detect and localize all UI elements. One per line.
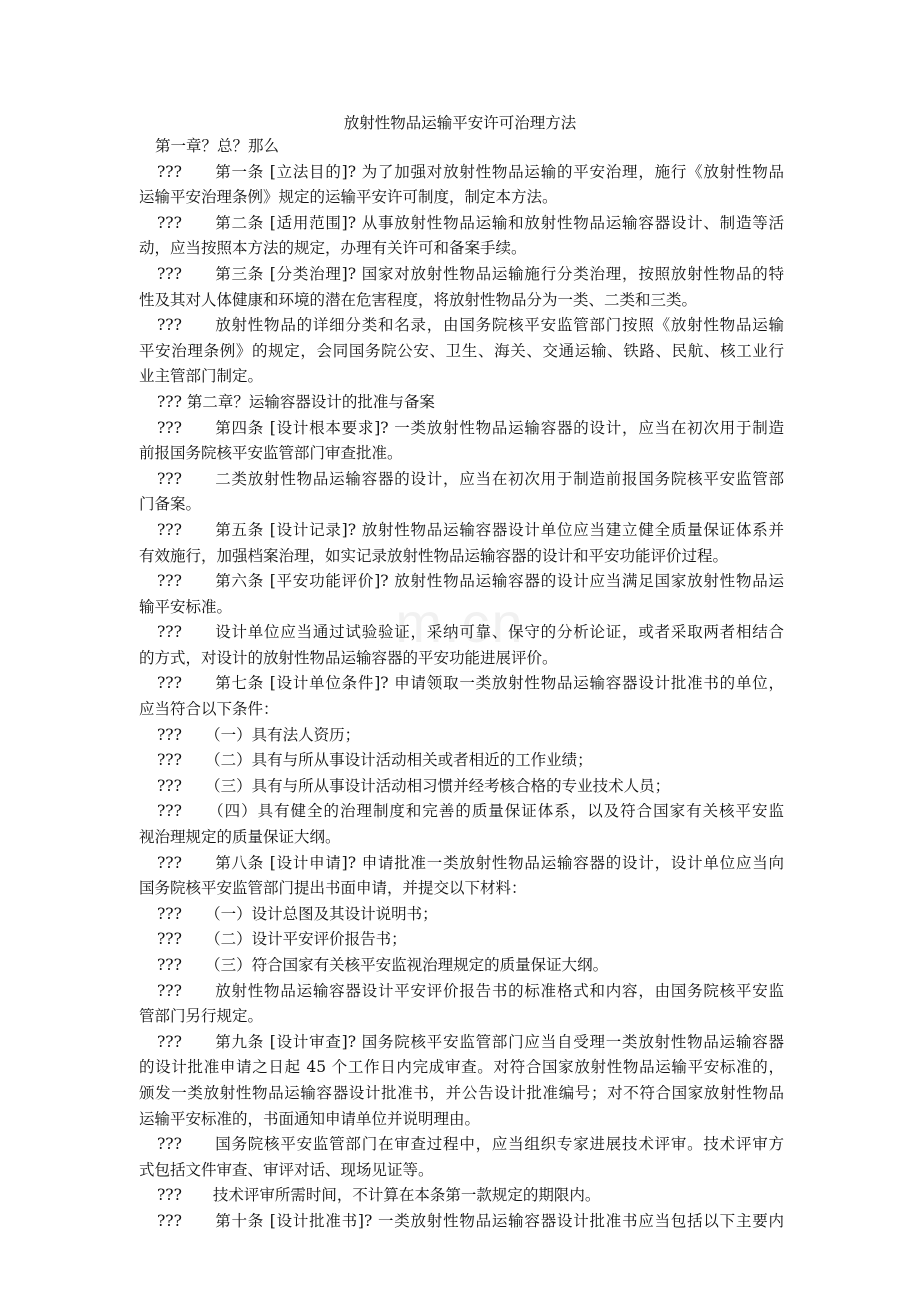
text-line: 第一章？总？那么 — [155, 137, 280, 155]
text-line: ??? 技术评审所需时间，不计算在本条第一款规定的期限内。 — [157, 1186, 601, 1205]
text-line: ??? 第二章？运输容器设计的批准与备案 — [157, 392, 435, 411]
text-line: 视治理规定的质量保证大纲。 — [139, 828, 341, 847]
watermark: m.cn — [395, 591, 525, 654]
text-line: ??? 第八条 [设计申请]? 申请批准一类放射性物品运输容器的设计，设计单位应当向 — [157, 853, 784, 872]
text-line: ??? （二）设计平安评价报告书； — [157, 930, 407, 949]
text-line: ??? 第一条 [立法目的]? 为了加强对放射性物品运输的平安治理，施行《放射性物品 — [157, 162, 784, 181]
text-line: 管部门另行规定。 — [139, 1007, 264, 1026]
text-line: 的方式，对设计的放射性物品运输容器的平安功能进展评价。 — [139, 648, 558, 667]
text-line: 的设计批准申请之日起 45 个工作日内完成审查。对符合国家放射性物品运输平安标准的， — [139, 1058, 784, 1077]
text-line: 颁发一类放射性物品运输容器设计批准书，并公告设计批准编号；对不符合国家放射性物品 — [139, 1083, 784, 1102]
text-line: ??? 第三条 [分类治理]? 国家对放射性物品运输施行分类治理，按照放射性物品的特 — [157, 264, 784, 283]
text-line: ??? 第七条 [设计单位条件]? 申请领取一类放射性物品运输容器设计批准书的单位， — [157, 674, 784, 693]
document-body — [139, 134, 784, 1235]
text-line: 门备案。 — [139, 495, 202, 514]
text-line: ??? （一）具有法人资历； — [157, 725, 361, 744]
text-line: ??? （一）设计总图及其设计说明书； — [157, 904, 438, 923]
text-line: 动，应当按照本方法的规定，办理有关许可和备案手续。 — [139, 239, 527, 258]
text-line: ??? 第六条 [平安功能评价]? 放射性物品运输容器的设计应当满足国家放射性物品运 — [157, 572, 784, 591]
text-line: 有效施行，加强档案治理，如实记录放射性物品运输容器的设计和平安功能评价过程。 — [139, 546, 729, 565]
text-line: ??? 第二条 [适用范围]? 从事放射性物品运输和放射性物品运输容器设计、制造等活 — [157, 213, 784, 232]
text-line: ??? 二类放射性物品运输容器的设计，应当在初次用于制造前报国务院核平安监管部 — [157, 469, 784, 488]
text-line: 前报国务院核平安监管部门审查批准。 — [139, 444, 403, 463]
text-line: ??? （二）具有与所从事设计活动相关或者相近的工作业绩； — [157, 751, 593, 770]
text-line: ??? 放射性物品的详细分类和名录，由国务院核平安监管部门按照《放射性物品运输 — [157, 316, 784, 335]
text-line: ??? 第十条 [设计批准书]? 一类放射性物品运输容器设计批准书应当包括以下主要内 — [157, 1211, 784, 1230]
text-line: 运输平安治理条例》规定的运输平安许可制度，制定本方法。 — [139, 188, 558, 207]
text-line: ??? 第九条 [设计审查]? 国务院核平安监管部门应当自受理一类放射性物品运输容器 — [157, 1032, 784, 1051]
text-line: 应当符合以下条件： — [139, 700, 279, 719]
text-line: 输平安标准。 — [139, 597, 233, 616]
text-line: 式包括文件审查、审评对话、现场见证等。 — [139, 1160, 434, 1179]
text-line: ??? （三）符合国家有关核平安监视治理规定的质量保证大纲。 — [157, 956, 609, 974]
text-line: ??? 第四条 [设计根本要求]? 一类放射性物品运输容器的设计，应当在初次用于制造 — [157, 418, 784, 437]
text-line: ??? （四）具有健全的治理制度和完善的质量保证体系，以及符合国家有关核平安监 — [157, 802, 784, 821]
text-line: ??? 第五条 [设计记录]? 放射性物品运输容器设计单位应当建立健全质量保证体系并 — [157, 520, 784, 539]
text-line: 运输平安标准的，书面通知申请单位并说明理由。 — [139, 1109, 481, 1128]
text-line: ??? 设计单位应当通过试验验证，采纳可靠、保守的分析论证，或者采取两者相结合 — [157, 623, 784, 642]
text-line: 平安治理条例》的规定，会同国务院公安、卫生、海关、交通运输、铁路、民航、核工业行 — [139, 341, 784, 360]
text-line: ??? 放射性物品运输容器设计平安评价报告书的标准格式和内容，由国务院核平安监 — [157, 981, 784, 1000]
text-line: 性及其对人体健康和环境的潜在危害程度，将放射性物品分为一类、二类和三类。 — [139, 290, 698, 309]
text-line: ??? 国务院核平安监管部门在审查过程中，应当组织专家进展技术评审。技术评审方 — [157, 1135, 784, 1154]
text-line: 国务院核平安监管部门提出书面申请，并提交以下材料： — [139, 879, 527, 898]
text-line: ??? （三）具有与所从事设计活动相习惯并经考核合格的专业技术人员； — [157, 776, 671, 795]
text-line: 业主管部门制定。 — [139, 367, 264, 386]
document-title: 放射性物品运输平安许可治理方法 — [343, 114, 577, 132]
